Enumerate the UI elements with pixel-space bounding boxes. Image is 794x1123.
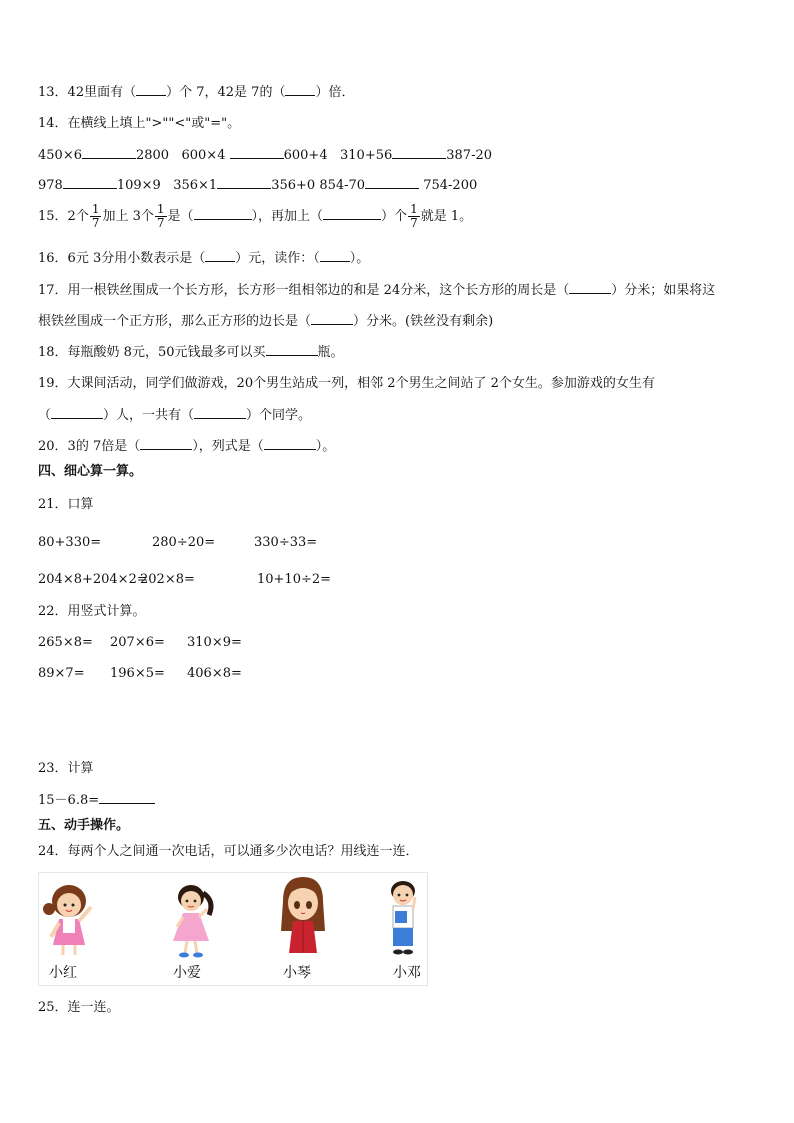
child-name-label: 小邓	[393, 965, 421, 981]
children-figure	[38, 872, 428, 986]
answer-blank[interactable]	[140, 437, 192, 450]
question-16: 16．6元 3分用小数表示是（ ）元，读作：（ ）。	[38, 251, 370, 266]
question-15: 15．2个 $\frac{1}{7}$ 加上 3个 $\frac{1}{7}$ 是（ ），再加上（ ）个 $\frac{1}{7}$ 就是 1。	[38, 202, 473, 230]
oral-calc-item: 80+330=	[38, 535, 102, 550]
question-19-line1: 19．大课间活动，同学们做游戏，20个男生站成一列，相邻 2个男生之间站了 2个女生。参加游戏的女生有	[38, 376, 655, 391]
question-18: 18．每瓶酸奶 8元，50元钱最多可以买 瓶。	[38, 345, 344, 360]
compare-blank[interactable]	[63, 176, 117, 189]
question-14-row2: 978 109×9 356×1 356+0 854-70 754-200	[38, 178, 478, 193]
question-17-line2: 根铁丝围成一个正方形，那么正方形的边长是（ ）分米。(铁丝没有剩余)	[38, 314, 494, 329]
answer-blank[interactable]	[266, 343, 318, 356]
vertical-calc-item: 406×8=	[187, 666, 242, 681]
answer-blank[interactable]	[194, 207, 252, 220]
answer-blank[interactable]	[311, 312, 353, 325]
answer-blank[interactable]	[264, 437, 316, 450]
compare-blank[interactable]	[392, 146, 446, 159]
vertical-calc-item: 89×7=	[38, 666, 85, 681]
question-14-row1: 450×6 2800 600×4 600+4 310+56 387-20	[38, 148, 492, 163]
vertical-calc-item: 196×5=	[110, 666, 165, 681]
oral-calc-item: 330÷33=	[254, 535, 318, 550]
answer-blank[interactable]	[323, 207, 381, 220]
child-name-label: 小琴	[283, 965, 311, 981]
fraction-one-seventh: $\frac{1}{7}$	[156, 202, 165, 230]
compare-blank[interactable]	[217, 176, 271, 189]
answer-blank[interactable]	[285, 83, 315, 96]
question-23-title: 23．计算	[38, 761, 94, 776]
compare-blank[interactable]	[82, 146, 136, 159]
answer-blank[interactable]	[194, 406, 246, 419]
question-23-expr: 15－6.8=	[38, 791, 155, 810]
answer-blank[interactable]	[205, 249, 235, 262]
answer-blank[interactable]	[99, 791, 155, 804]
question-25-title: 25．连一连。	[38, 1000, 120, 1015]
question-13: 13．42里面有（ ）个 7，42是 7的（ ）倍．	[38, 85, 355, 100]
question-22-title: 22．用竖式计算。	[38, 604, 146, 619]
compare-blank[interactable]	[230, 146, 284, 159]
question-24-title: 24．每两个人之间通一次电话，可以通多少次电话？用线连一连．	[38, 844, 419, 859]
oral-calc-item: 202×8=	[140, 572, 195, 587]
answer-blank[interactable]	[320, 249, 350, 262]
girl-xiaoai-illustration[interactable]	[165, 879, 221, 959]
question-21-title: 21．口算	[38, 497, 94, 512]
vertical-calc-item: 265×8=	[38, 635, 93, 650]
oral-calc-item: 204×8+204×2=	[38, 572, 148, 587]
question-19-line2: （ ）人，一共有（ ）个同学。	[38, 408, 312, 423]
question-20: 20．3的 7倍是（ ），列式是（ ）。	[38, 439, 336, 454]
oral-calc-item: 10+10÷2=	[257, 572, 332, 587]
fraction-one-seventh: $\frac{1}{7}$	[410, 202, 418, 230]
oral-calc-item: 280÷20=	[152, 535, 216, 550]
compare-blank[interactable]	[365, 176, 419, 189]
fraction-one-seventh: $\frac{1}{7}$	[91, 202, 100, 230]
child-name-label: 小红	[49, 965, 77, 981]
vertical-calc-item: 207×6=	[110, 635, 165, 650]
question-14-title: 14．在横线上填上">""<"或"="。	[38, 116, 241, 131]
section-4-heading: 四、细心算一算。	[38, 464, 143, 479]
answer-blank[interactable]	[51, 406, 103, 419]
question-17-line1: 17．用一根铁丝围成一个长方形，长方形一组相邻边的和是 24分米，这个长方形的周长是（ ）分米；如果将这	[38, 283, 716, 298]
answer-blank[interactable]	[569, 281, 611, 294]
answer-blank[interactable]	[136, 83, 166, 96]
vertical-calc-item: 310×9=	[187, 635, 242, 650]
girl-xiaohong-illustration[interactable]	[41, 881, 101, 959]
girl-xiaoqin-illustration[interactable]	[275, 875, 331, 959]
boy-xiaodeng-illustration[interactable]	[381, 875, 427, 959]
section-5-heading: 五、动手操作。	[38, 818, 130, 833]
child-name-label: 小爱	[173, 965, 201, 981]
